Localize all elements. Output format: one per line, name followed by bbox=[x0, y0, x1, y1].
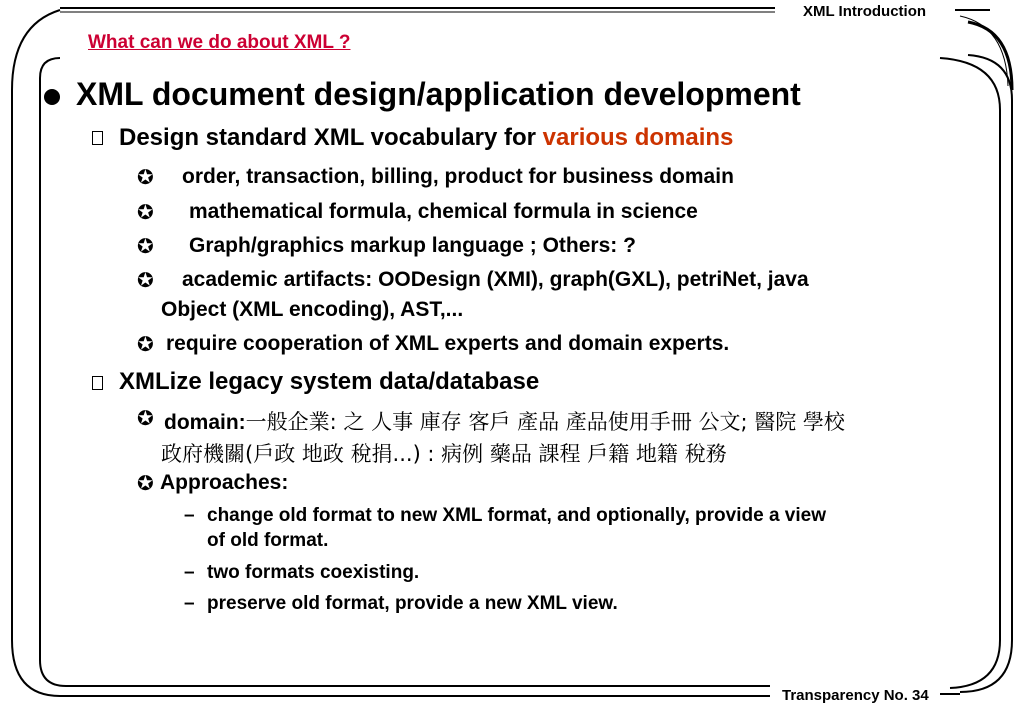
approach-item-continuation: of old format. bbox=[207, 530, 329, 551]
dash-icon: – bbox=[184, 562, 195, 583]
star-in-circle-icon: ✪ bbox=[137, 200, 154, 224]
list-item: mathematical formula, chemical formula in science bbox=[189, 200, 698, 223]
star-in-circle-icon: ✪ bbox=[137, 471, 154, 495]
domain-label: domain: bbox=[164, 411, 246, 434]
star-in-circle-icon: ✪ bbox=[137, 165, 154, 189]
course-title: XML Introduction bbox=[803, 3, 927, 20]
list-item: order, transaction, billing, product for business domain bbox=[182, 165, 734, 188]
approach-item: preserve old format, provide a new XML view. bbox=[207, 593, 618, 614]
dash-icon: – bbox=[184, 505, 195, 526]
star-in-circle-icon: ✪ bbox=[137, 268, 154, 292]
section-heading-1-prefix: Design standard XML vocabulary for bbox=[119, 124, 543, 151]
filled-circle-icon bbox=[44, 89, 60, 105]
section-heading-1-accent: various domains bbox=[542, 124, 734, 151]
footer-page-number: Transparency No. 34 bbox=[782, 687, 929, 704]
section-heading-2: XMLize legacy system data/database bbox=[119, 368, 540, 395]
list-item-continuation: Object (XML encoding), AST,... bbox=[161, 298, 464, 321]
approaches-label: Approaches: bbox=[160, 471, 289, 494]
approach-item: two formats coexisting. bbox=[207, 562, 420, 583]
section-title: What can we do about XML ? bbox=[88, 32, 351, 53]
main-bullet-text: XML document design/application development bbox=[76, 76, 801, 112]
star-in-circle-icon: ✪ bbox=[137, 332, 154, 356]
dash-icon: – bbox=[184, 593, 195, 614]
square-placeholder-icon bbox=[92, 131, 103, 145]
list-item: require cooperation of XML experts and domain experts. bbox=[166, 332, 730, 355]
square-placeholder-icon bbox=[92, 376, 103, 390]
domain-line-1 bbox=[164, 406, 845, 436]
list-item: academic artifacts: OODesign (XMI), graph(GXL), petriNet, java bbox=[182, 268, 809, 291]
domain-line-2: 政府機關(戶政 地政 稅捐...) : 病例 藥品 課程 戶籍 地籍 稅務 bbox=[161, 442, 727, 466]
star-in-circle-icon: ✪ bbox=[137, 234, 154, 258]
list-item: Graph/graphics markup language ; Others: ? bbox=[189, 234, 636, 257]
section-heading-1 bbox=[119, 124, 733, 152]
star-in-circle-icon: ✪ bbox=[137, 406, 154, 430]
domain-text-1: 一般企業: 之 人事 庫存 客戶 產品 產品使用手冊 公文; 醫院 學校 bbox=[245, 410, 845, 434]
approach-item: change old format to new XML format, and optionally, provide a view bbox=[207, 505, 826, 526]
